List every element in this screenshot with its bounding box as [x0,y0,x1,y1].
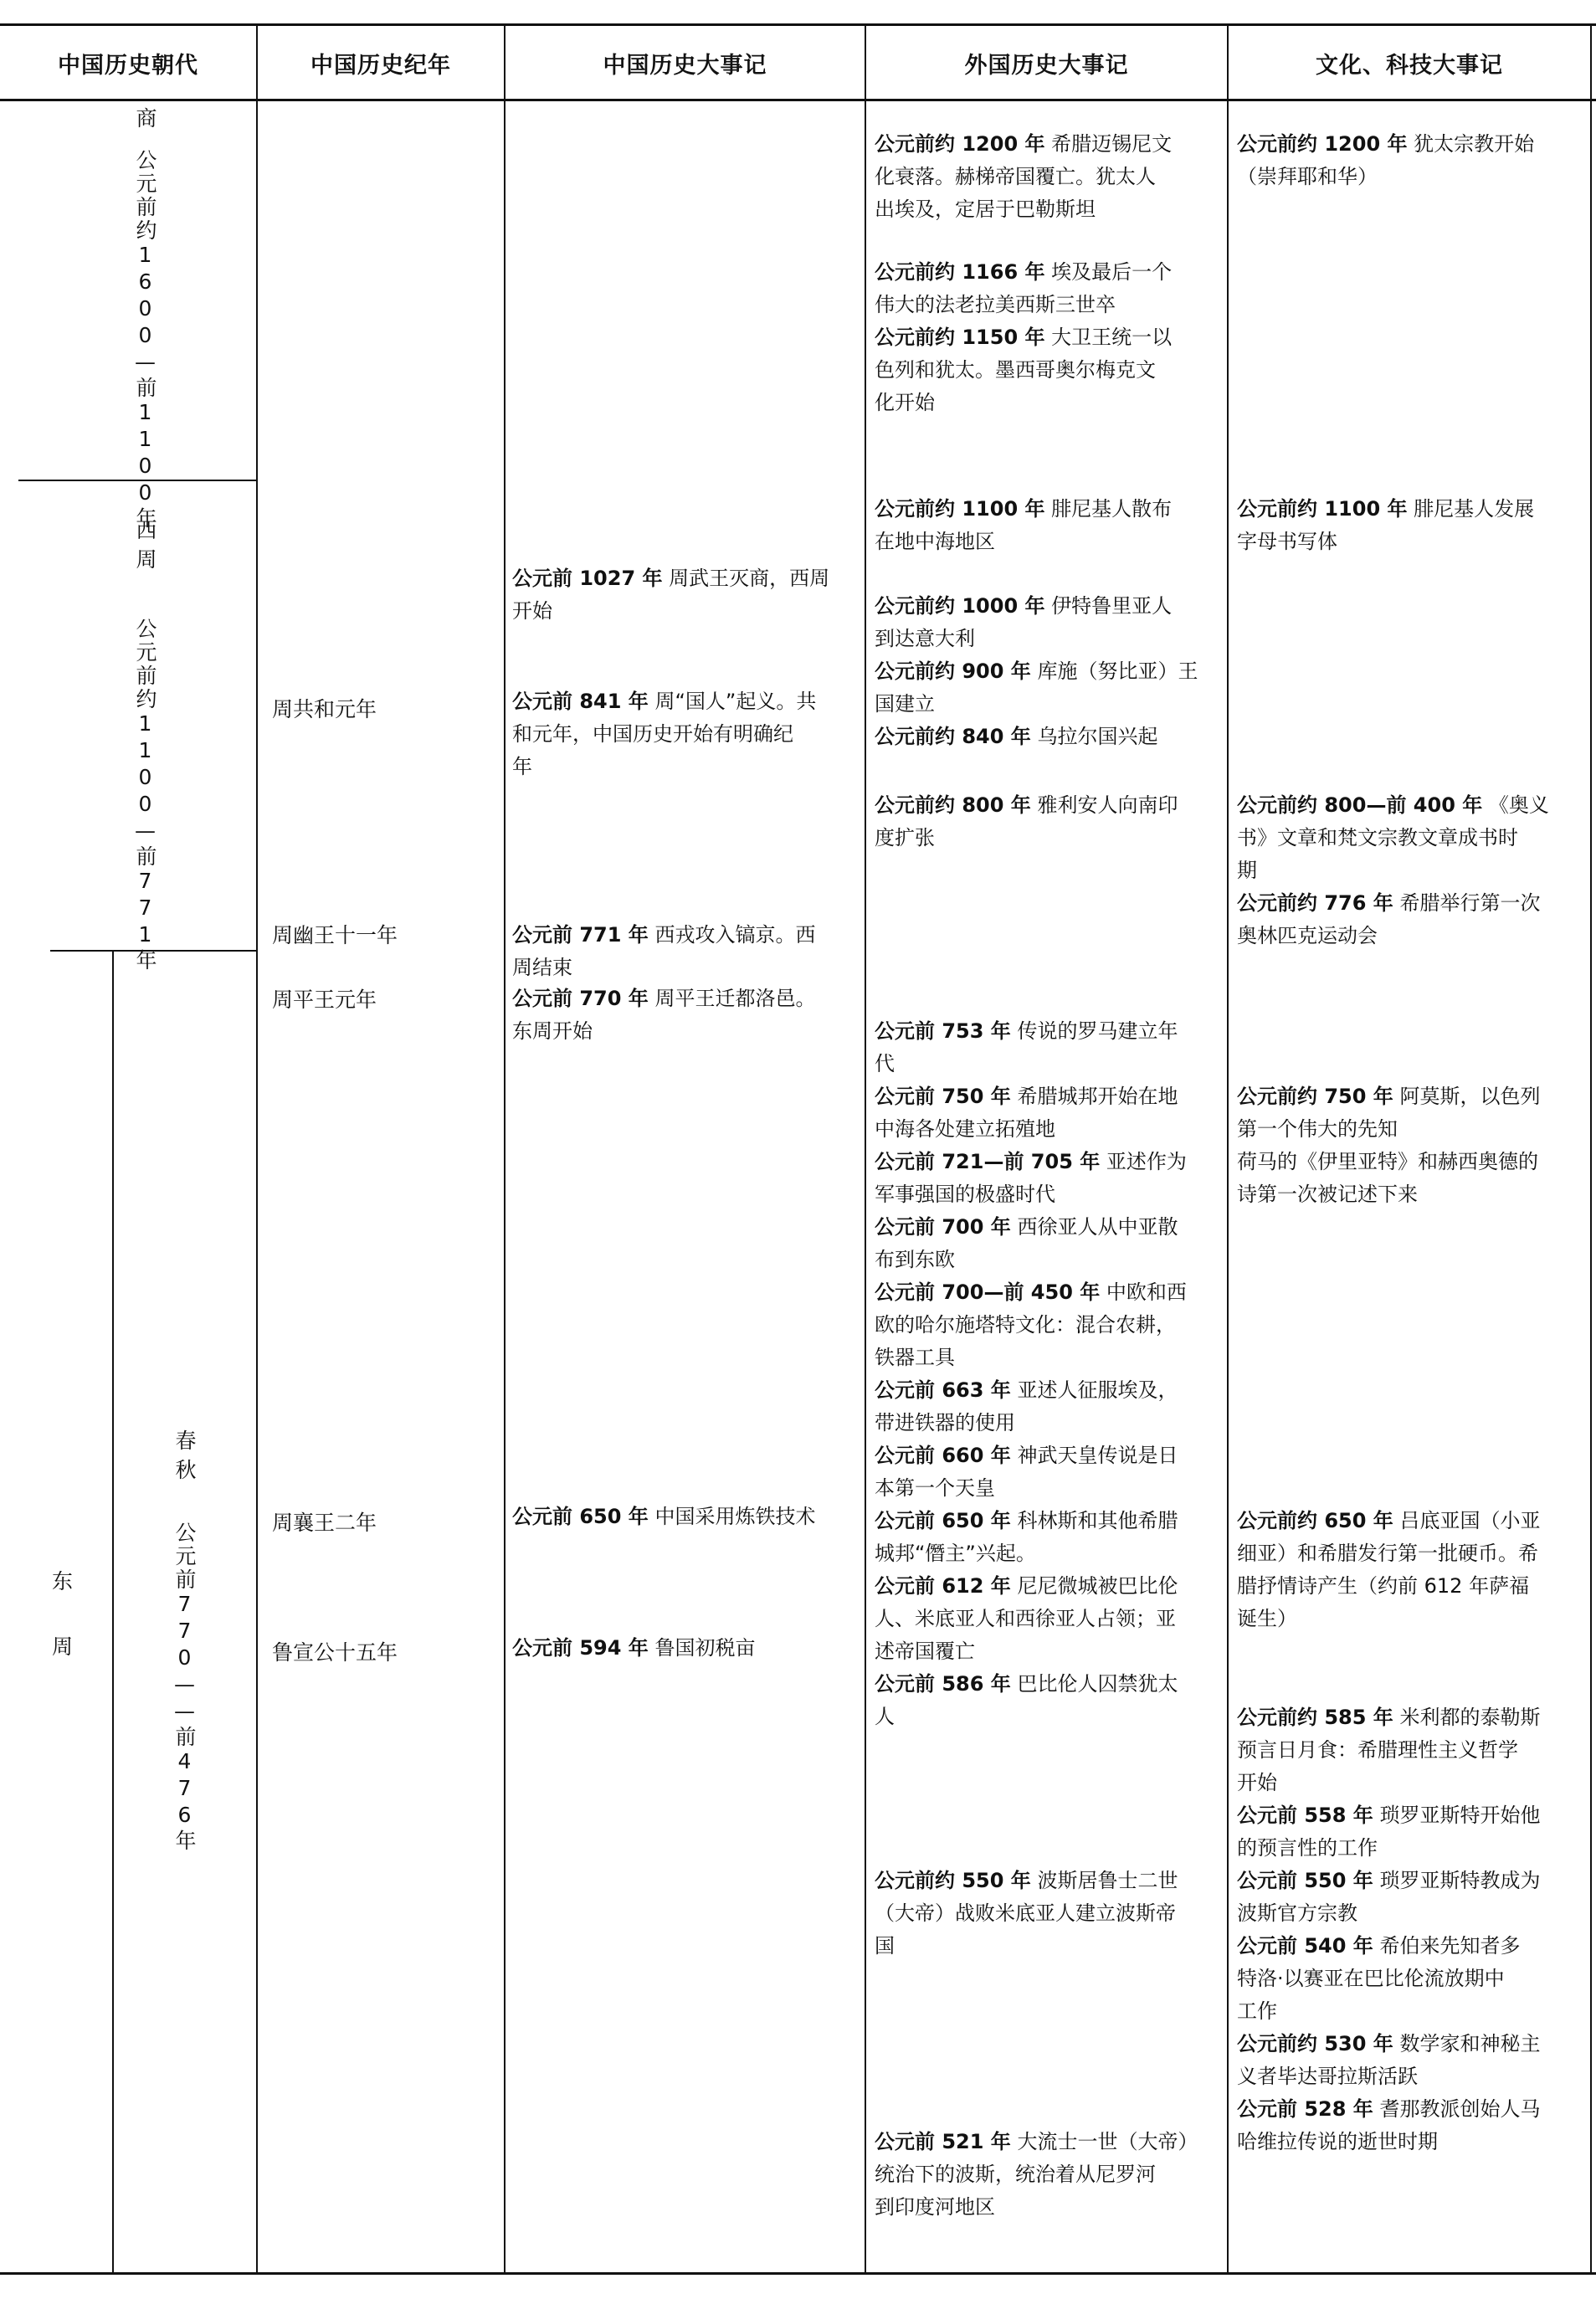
foreign-event: 公元前约 800 年 雅利安人向南印 度扩张 [875,793,1178,849]
col-divider-4 [1227,23,1229,2275]
china-event: 公元前 1027 年 周武王灭商，西周 开始 [512,567,830,623]
culture-event: 公元前约 776 年 希腊举行第一次 奥林匹克运动会 [1237,891,1541,947]
culture-event: 公元前约 750 年 阿莫斯，以色列 第一个伟大的先知 荷马的《伊里亚特》和赫西奥德的 诗第一次被记述下来 [1237,1085,1541,1206]
era-gonghe: 周共和元年 [272,697,377,721]
china-event: 公元前 594 年 鲁国初税亩 [512,1636,756,1660]
col-divider-5 [1590,23,1592,2275]
dongzhou-inner-divider [112,950,114,2275]
era-pingwang: 周平王元年 [272,988,377,1012]
foreign-event: 公元前约 840 年 乌拉尔国兴起 [875,725,1158,748]
header-culture-events: 文化、科技大事记 [1316,52,1503,79]
foreign-event: 公元前 700—前 450 年 中欧和西 欧的哈尔施塔特文化：混合农耕， 铁器工具 [875,1280,1187,1369]
col-divider-1 [256,23,258,2275]
china-event: 公元前 650 年 中国采用炼铁技术 [512,1505,816,1528]
foreign-event: 公元前 612 年 尼尼微城被巴比伦 人、米底亚人和西徐亚人占领；亚 述帝国覆亡 [875,1574,1178,1663]
header-era: 中国历史纪年 [310,52,451,79]
culture-event: 公元前约 585 年 米利都的泰勒斯 预言日月食：希腊理性主义哲学 开始 [1237,1706,1541,1794]
china-event: 公元前 841 年 周“国人”起义。共 和元年，中国历史开始有明确纪 年 [512,690,817,778]
foreign-event: 公元前 753 年 传说的罗马建立年 代 [875,1019,1178,1075]
era-xiangwang: 周襄王二年 [272,1511,377,1535]
foreign-event: 公元前约 1000 年 伊特鲁里亚人 到达意大利 [875,594,1173,650]
era-xuangong: 鲁宣公十五年 [272,1640,398,1665]
culture-event: 公元前约 650 年 吕底亚国（小亚 细亚）和希腊发行第一批硬币。希 腊抒情诗产生（约前 612 年萨福 诞生） [1237,1509,1541,1630]
culture-event: 公元前约 1100 年 腓尼基人发展 字母书写体 [1237,497,1535,553]
foreign-event: 公元前约 1200 年 希腊迈锡尼文 化衰落。赫梯帝国覆亡。犹太人 出埃及，定居于巴勒斯坦 [875,132,1173,221]
dynasty-xizhou-range: 公元前约1100—前771年 [133,618,157,972]
dynasty-shang-range: 公元前约1600—前1100年 [133,149,157,531]
foreign-event: 公元前 650 年 科林斯和其他希腊 城邦“僭主”兴起。 [875,1509,1178,1565]
foreign-event: 公元前 586 年 巴比伦人囚禁犹太 人 [875,1672,1178,1728]
foreign-event: 公元前 750 年 希腊城邦开始在地 中海各处建立拓殖地 [875,1085,1178,1141]
foreign-event: 公元前约 1100 年 腓尼基人散布 在地中海地区 [875,497,1173,553]
foreign-event: 公元前 521 年 大流士一世（大帝） 统治下的波斯，统治着从尼罗河 到印度河地区 [875,2130,1198,2219]
culture-event: 公元前约 1200 年 犹太宗教开始 （崇拜耶和华） [1237,132,1535,188]
era-youwang: 周幽王十一年 [272,923,398,947]
foreign-event: 公元前约 550 年 波斯居鲁士二世 （大帝）战败米底亚人建立波斯帝 国 [875,1869,1178,1958]
dynasty-shang-name: 商 [133,107,157,136]
dynasty-dongzhou-name-1: 东 [52,1569,74,1593]
foreign-event: 公元前约 900 年 库施（努比亚）王 国建立 [875,659,1198,716]
foreign-event: 公元前约 1166 年 埃及最后一个 伟大的法老拉美西斯三世卒 [875,260,1173,316]
dynasty-chunqiu-range: 公元前770——前476年 [172,1522,197,1853]
dynasty-chunqiu-name: 春秋 [172,1429,197,1488]
foreign-event: 公元前 721—前 705 年 亚述作为 军事强国的极盛时代 [875,1150,1187,1206]
col-divider-3 [865,23,866,2275]
col-divider-2 [504,23,505,2275]
header-china-events: 中国历史大事记 [603,52,767,79]
foreign-event: 公元前 700 年 西徐亚人从中亚散 布到东欧 [875,1215,1178,1271]
china-event: 公元前 770 年 周平王迁都洛邑。 东周开始 [512,987,816,1043]
culture-event: 公元前 540 年 希伯来先知者多 特洛·以赛亚在巴比伦流放期中 工作 [1237,1934,1521,2023]
foreign-event: 公元前 663 年 亚述人征服埃及， 带进铁器的使用 [875,1378,1178,1434]
dynasty-xizhou-name: 西周 [133,519,157,577]
culture-event: 公元前约 530 年 数学家和神秘主 义者毕达哥拉斯活跃 [1237,2032,1541,2088]
foreign-event: 公元前约 1150 年 大卫王统一以 色列和犹太。墨西哥奥尔梅克文 化开始 [875,326,1173,414]
culture-event: 公元前 558 年 琐罗亚斯特开始他 的预言性的工作 [1237,1804,1541,1860]
table-bottom-border [0,2272,1596,2275]
header-dynasty: 中国历史朝代 [58,52,198,79]
header-foreign-events: 外国历史大事记 [964,52,1129,79]
culture-event: 公元前约 800—前 400 年 《奥义 书》文章和梵文宗教文章成书时 期 [1237,793,1549,882]
culture-event: 公元前 550 年 琐罗亚斯特教成为 波斯官方宗教 [1237,1869,1541,1925]
culture-event: 公元前 528 年 耆那教派创始人马 哈维拉传说的逝世时期 [1237,2097,1541,2153]
foreign-event: 公元前 660 年 神武天皇传说是日 本第一个天皇 [875,1444,1178,1500]
dynasty-dongzhou-name-2: 周 [52,1634,74,1659]
china-event: 公元前 771 年 西戎攻入镐京。西 周结束 [512,923,816,979]
